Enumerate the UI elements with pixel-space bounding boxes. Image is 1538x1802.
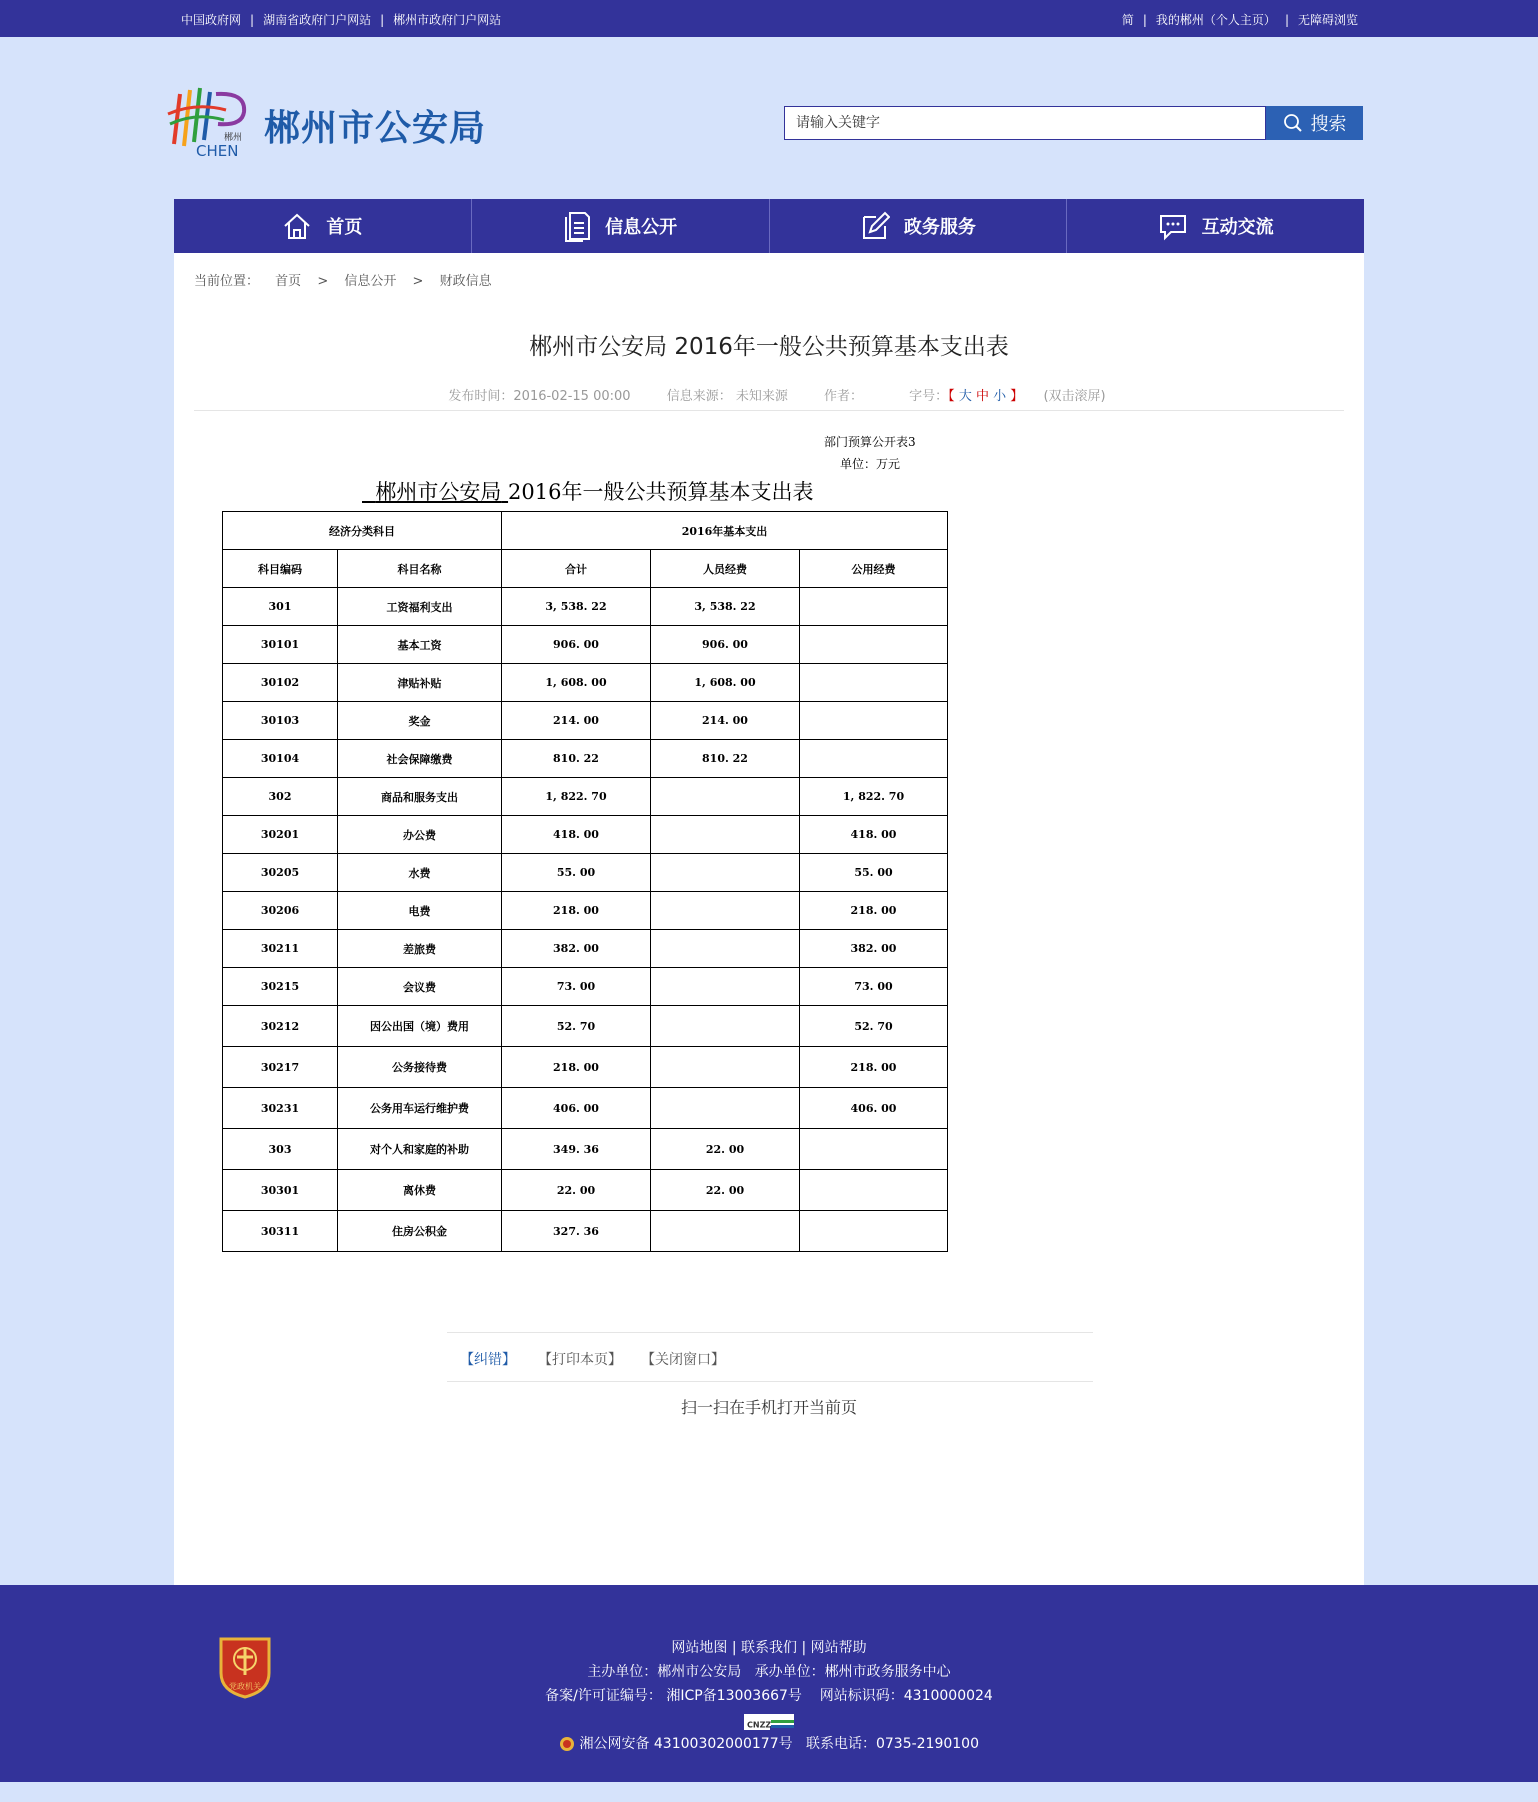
footer-phone: 联系电话：0735-2190100 [805,1736,979,1752]
main-content [174,253,1364,1585]
breadcrumb-separator: > [317,274,329,289]
table-row [223,626,948,664]
table-cell: 382. 00 [502,930,651,968]
table-cell [651,1088,800,1129]
table-title-org: 郴州市公安局 [375,480,502,504]
divider: | [250,13,255,27]
doc-header-unit: 单位：万元 [840,457,901,471]
footer [0,1585,1538,1782]
table-cell [651,892,800,930]
table-cell: 30201 [223,816,338,854]
site-title: 郴州市公安局 [264,108,487,149]
table-row [223,1088,948,1129]
font-size-control [909,389,1023,404]
table-cell [800,588,948,626]
table-cell: 对个人和家庭的补助 [338,1129,502,1170]
table-row [223,816,948,854]
font-size-small[interactable]: 小 [993,389,1007,404]
table-cell: 商品和服务支出 [338,778,502,816]
doc-header [824,431,916,475]
table-cell: 因公出国（境）费用 [338,1006,502,1047]
table-header-cell: 公用经费 [800,550,948,588]
page-bottom-strip [0,1782,1538,1802]
table-cell: 30206 [223,892,338,930]
link-hunan-portal[interactable]: 湖南省政府门户网站 [263,13,372,27]
footer-icp-line [0,1684,1538,1708]
close-window-link[interactable]: 【关闭窗口】 [641,1352,725,1368]
table-row [223,854,948,892]
breadcrumb [194,270,492,289]
table-cell: 1, 822. 70 [800,778,948,816]
nav-label: 政务服务 [903,217,976,238]
footer-link-contact[interactable]: 联系我们 [741,1640,797,1656]
table-row [223,1047,948,1088]
table-cell: 水费 [338,854,502,892]
table-group-header: 2016年基本支出 [502,512,948,550]
top-bar [0,0,1538,37]
budget-table [222,511,948,1252]
table-cell: 22. 00 [502,1170,651,1211]
table-cell [800,740,948,778]
main-nav [174,199,1364,253]
table-cell: 办公费 [338,816,502,854]
document-icon [563,210,591,242]
breadcrumb-label: 当前位置： [194,274,260,289]
table-cell: 30311 [223,1211,338,1252]
author: 作者： [823,389,863,404]
table-cell: 住房公积金 [338,1211,502,1252]
breadcrumb-separator: > [412,274,424,289]
link-chenzhou-portal[interactable]: 郴州市政府门户网站 [393,13,502,27]
bracket-open: 【 [948,389,955,404]
nav-item-interaction[interactable] [1067,199,1364,253]
table-cell: 公务接待费 [338,1047,502,1088]
link-accessibility[interactable]: 无障碍浏览 [1297,13,1358,27]
table-group-header: 经济分类科目 [223,512,502,550]
font-size-label: 字号： [909,389,949,404]
table-cell: 工资福利支出 [338,588,502,626]
divider: | [380,13,385,27]
table-header-row [223,550,948,588]
table-cell: 30215 [223,968,338,1006]
bracket-close: 】 [1010,389,1024,404]
table-cell: 382. 00 [800,930,948,968]
breadcrumb-home[interactable]: 首页 [275,274,302,289]
cnzz-stats-badge[interactable] [744,1714,794,1730]
table-cell [651,930,800,968]
table-row [223,740,948,778]
table-cell: 3, 538. 22 [651,588,800,626]
svg-text:郴州: 郴州 [224,133,243,143]
table-cell: 810. 22 [651,740,800,778]
table-cell: 奖金 [338,702,502,740]
search-button-label: 搜索 [1310,114,1347,135]
table-cell: 22. 00 [651,1129,800,1170]
table-cell: 52. 70 [502,1006,651,1047]
table-cell: 22. 00 [651,1170,800,1211]
home-icon [282,211,312,241]
table-cell [800,1129,948,1170]
table-cell: 303 [223,1129,338,1170]
table-cell: 73. 00 [502,968,651,1006]
info-source: 信息来源： 未知来源 [666,389,788,404]
search-input[interactable] [784,106,1266,140]
table-cell: 349. 36 [502,1129,651,1170]
table-cell [651,1211,800,1252]
nav-item-home[interactable] [174,199,472,253]
table-cell [651,854,800,892]
table-group-header-row [223,512,948,550]
table-cell: 社会保障缴费 [338,740,502,778]
table-row [223,930,948,968]
table-cell: 30103 [223,702,338,740]
table-cell: 214. 00 [502,702,651,740]
top-links-left [181,11,501,28]
table-cell: 差旅费 [338,930,502,968]
table-cell: 公务用车运行维护费 [338,1088,502,1129]
chenzhou-logo-icon [166,84,252,160]
table-cell: 55. 00 [800,854,948,892]
table-cell: 214. 00 [651,702,800,740]
table-cell: 73. 00 [800,968,948,1006]
police-badge-icon [559,1736,575,1752]
table-cell: 会议费 [338,968,502,1006]
footer-link-help[interactable]: 网站帮助 [810,1640,867,1656]
divider [194,410,1344,411]
table-cell: 1, 608. 00 [502,664,651,702]
nav-label: 互动交流 [1201,217,1274,238]
table-cell: 906. 00 [651,626,800,664]
publish-time: 发布时间：2016-02-15 00:00 [448,389,631,404]
footer-links: 网站地图 | 联系我们 | 网站帮助 [671,1640,867,1656]
breadcrumb-finance-info[interactable]: 财政信息 [439,274,492,289]
table-cell: 30104 [223,740,338,778]
table-header-cell: 合计 [502,550,651,588]
table-cell: 电费 [338,892,502,930]
svg-text:CHEN: CHEN [196,142,239,160]
site-logo[interactable] [166,84,252,160]
table-cell: 30231 [223,1088,338,1129]
footer-sponsor: 主办单位：郴州市公安局 [587,1664,742,1680]
table-cell: 30211 [223,930,338,968]
table-cell: 基本工资 [338,626,502,664]
font-size-large[interactable]: 大 [958,389,972,404]
nav-item-gov-services[interactable] [770,199,1068,253]
table-row [223,588,948,626]
footer-cnzz-line [0,1708,1538,1732]
top-links-right [1122,11,1358,28]
table-header-cell: 科目编码 [223,550,338,588]
table-cell: 301 [223,588,338,626]
article-title: 郴州市公安局 2016年一般公共预算基本支出表 [529,334,1009,360]
table-row [223,1129,948,1170]
font-size-medium[interactable]: 中 [975,389,989,404]
footer-info [0,1636,1538,1756]
double-click-scroll[interactable]: (双击滚屏) [1043,389,1106,404]
table-cell [800,702,948,740]
table-cell [651,778,800,816]
table-row [223,778,948,816]
table-cell: 1, 822. 70 [502,778,651,816]
divider: | [1142,13,1147,27]
footer-sponsor-line [0,1660,1538,1684]
table-row [223,892,948,930]
edit-icon [860,211,890,241]
table-row [223,968,948,1006]
table-row [223,664,948,702]
divider: | [1284,13,1289,27]
footer-police-record[interactable]: 湘公网安备 43100302000177号 [579,1736,793,1752]
table-cell: 302 [223,778,338,816]
table-cell [800,626,948,664]
table-row [223,702,948,740]
chat-icon [1158,211,1188,241]
table-header-cell: 科目名称 [338,550,502,588]
table-cell: 52. 70 [800,1006,948,1047]
table-cell [651,1006,800,1047]
table-cell: 55. 00 [502,854,651,892]
table-cell: 30205 [223,854,338,892]
table-cell: 30101 [223,626,338,664]
table-cell: 418. 00 [800,816,948,854]
table-cell: 218. 00 [800,1047,948,1088]
table-cell: 离休费 [338,1170,502,1211]
table-cell [800,664,948,702]
table-cell [651,1047,800,1088]
table-cell: 30217 [223,1047,338,1088]
table-cell: 218. 00 [800,892,948,930]
footer-organizer: 承办单位：郴州市政务服务中心 [754,1664,951,1680]
table-cell: 津贴补贴 [338,664,502,702]
nav-item-info-disclosure[interactable] [472,199,770,253]
table-cell: 906. 00 [502,626,651,664]
table-cell: 218. 00 [502,892,651,930]
table-cell: 406. 00 [800,1088,948,1129]
footer-icp[interactable]: 备案/许可证编号： 湘ICP备13003667号 [545,1688,802,1704]
footer-site-id: 网站标识码：4310000024 [819,1688,993,1704]
svg-text:CNZZ: CNZZ [747,1720,772,1730]
link-simplified[interactable]: 简 [1121,13,1134,27]
table-row [223,1211,948,1252]
footer-link-sitemap[interactable]: 网站地图 [671,1640,728,1656]
nav-label: 首页 [326,217,363,238]
table-cell [800,1170,948,1211]
link-my-chenzhou[interactable]: 我的郴州（个人主页） [1155,13,1276,27]
table-title [362,476,814,506]
table-cell: 30212 [223,1006,338,1047]
table-cell: 30102 [223,664,338,702]
link-gov-cn[interactable]: 中国政府网 [181,13,242,27]
table-cell: 810. 22 [502,740,651,778]
table-body [223,588,948,1252]
table-cell: 418. 00 [502,816,651,854]
table-cell: 327. 36 [502,1211,651,1252]
table-cell [651,816,800,854]
table-cell: 3, 538. 22 [502,588,651,626]
table-cell: 1, 608. 00 [651,664,800,702]
search-box [784,106,1363,140]
search-button[interactable] [1266,106,1363,140]
table-cell: 30301 [223,1170,338,1211]
print-page-link[interactable]: 【打印本页】 [538,1352,622,1368]
search-icon [1283,113,1303,133]
article-meta [174,385,1364,404]
table-cell: 406. 00 [502,1088,651,1129]
table-row [223,1006,948,1047]
table-cell [800,1211,948,1252]
report-error-link[interactable]: 【纠错】 [460,1352,516,1368]
doc-header-table-no: 部门预算公开表3 [824,435,916,449]
table-title-rest: 2016年一般公共预算基本支出表 [508,480,814,504]
qr-scan-caption: 扫一扫在手机打开当前页 [680,1398,857,1417]
table-row [223,1170,948,1211]
breadcrumb-info-disclosure[interactable]: 信息公开 [344,274,397,289]
table-header-cell: 人员经费 [651,550,800,588]
table-cell: 218. 00 [502,1047,651,1088]
nav-label: 信息公开 [605,217,678,238]
article-actions [447,1332,1093,1382]
footer-police-line [0,1732,1538,1756]
table-cell [651,968,800,1006]
svg-text:党政机关: 党政机关 [229,1682,261,1691]
